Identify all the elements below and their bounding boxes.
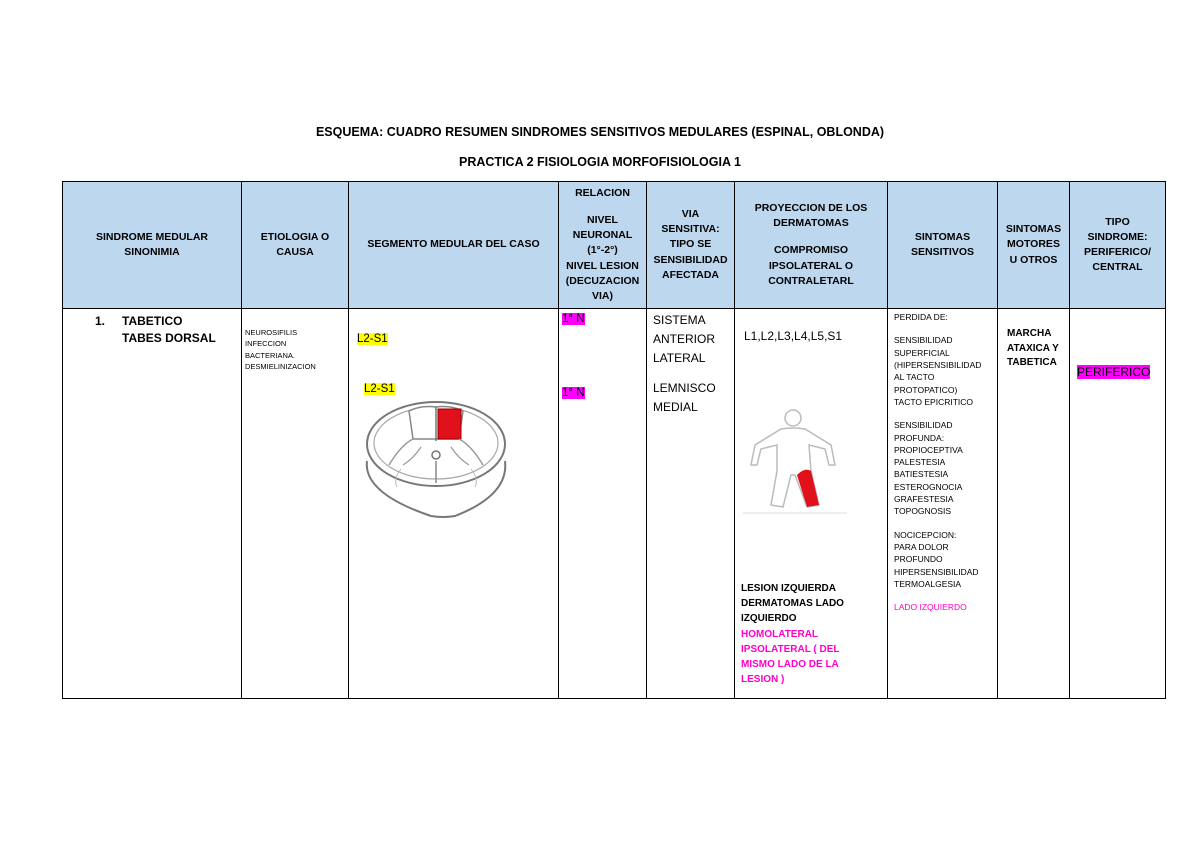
- text-line: BATIESTESIA: [894, 469, 949, 480]
- via-lemniscus: [650, 369, 731, 417]
- text-line: VIA: [681, 207, 700, 220]
- text-line: LATERAL: [653, 351, 706, 366]
- text-line: HOMOLATERAL: [741, 629, 819, 640]
- text-line: ETIOLOGIA O: [260, 230, 330, 243]
- text-line: SENSIBILIDAD: [894, 335, 953, 346]
- cell-neuronal-relation: [559, 309, 647, 699]
- text-line: SEGMENTO MEDULAR DEL CASO: [367, 238, 540, 251]
- text-line: DERMATOMAS LADO: [741, 598, 844, 609]
- cell-syndrome-type: [1070, 309, 1166, 699]
- via-anterolateral: [650, 311, 731, 369]
- syndrome-name: [122, 313, 216, 348]
- neuron-level-2: 1° N: [562, 387, 585, 399]
- text-line: U OTROS: [1009, 253, 1058, 266]
- symptoms-loss: [894, 311, 994, 323]
- text-line: LEMNISCO: [653, 380, 716, 395]
- symptoms-side: LADO IZQUIERDO: [894, 602, 967, 613]
- symptoms-nociception: [894, 529, 994, 591]
- text-line: (HIPERSENSIBILIDAD: [894, 359, 982, 370]
- text-line: SISTEMA: [653, 313, 706, 327]
- text-line: LESION ): [741, 674, 785, 685]
- text-line: AL TACTO: [894, 372, 935, 383]
- text-line: NEURONAL: [572, 229, 633, 242]
- text-line: NEUROSIFILIS: [245, 328, 298, 337]
- text-line: SENSIBILIDAD: [894, 420, 953, 431]
- spinal-cord-diagram: [361, 399, 511, 519]
- header-syndrome: [63, 182, 242, 309]
- syndrome-table: [62, 181, 1166, 699]
- header-motor-symptoms: [998, 182, 1070, 309]
- text-line: TABETICO: [122, 314, 183, 328]
- header-sensitive-symptoms: [888, 182, 998, 309]
- text-line: CONTRALETARL: [768, 274, 854, 287]
- text-line: PROFUNDO: [894, 554, 943, 565]
- segment-label-2: L2-S1: [364, 383, 395, 395]
- text-line: IPSOLATERAL O: [768, 259, 854, 272]
- text-line: TIPO: [1105, 215, 1130, 228]
- header-row: [63, 182, 1166, 309]
- text-line: ANTERIOR: [653, 332, 716, 347]
- text-line: SINDROME:: [1087, 230, 1148, 243]
- text-line: TACTO EPICRITICO: [894, 396, 974, 407]
- text-line: VIA): [592, 290, 613, 303]
- text-line: SINONIMIA: [124, 246, 180, 258]
- header-neuronal-relation: [559, 182, 647, 309]
- text-line: PERDIDA DE:: [894, 312, 948, 322]
- text-line: MARCHA: [1007, 328, 1052, 339]
- text-line: IPSOLATERAL ( DEL: [741, 644, 840, 655]
- text-line: SINTOMAS: [914, 230, 971, 243]
- text-line: PALESTESIA: [894, 457, 946, 468]
- lesion-side-note: [741, 627, 840, 687]
- syndrome-type: PERIFERICO: [1077, 365, 1151, 379]
- text-line: NOCICEPCION:: [894, 529, 957, 540]
- text-line: PROYECCION DE LOS: [754, 201, 868, 214]
- text-line: SUPERFICIAL: [894, 347, 950, 358]
- cell-syndrome-name: [63, 309, 242, 699]
- text-line: LESION IZQUIERDA: [741, 583, 837, 594]
- dermatomes-list: L1,L2,L3,L4,L5,S1: [744, 329, 843, 343]
- cell-motor-symptoms: [998, 309, 1070, 699]
- text-line: TIPO SE: [669, 238, 712, 251]
- document-title: ESQUEMA: CUADRO RESUMEN SINDROMES SENSITIVOS MEDULARES (ESPINAL, OBLONDA): [315, 125, 885, 139]
- text-line: PARA DOLOR: [894, 542, 949, 552]
- header-syndrome-type: [1070, 182, 1166, 309]
- text-line: ESTEROGNOCIA: [894, 481, 963, 492]
- text-line: PROFUNDA:: [894, 432, 945, 443]
- cell-segment: [349, 309, 559, 699]
- text-line: TABES DORSAL: [122, 331, 216, 346]
- text-line: (1°-2°): [587, 244, 618, 257]
- text-line: GRAFESTESIA: [894, 494, 954, 505]
- document-subtitle: PRACTICA 2 FISIOLOGIA MORFOFISIOLOGIA 1: [459, 155, 741, 169]
- text-line: ATAXICA Y: [1007, 342, 1059, 354]
- row-number: 1.: [95, 314, 106, 328]
- text-line: (DECUZACION: [565, 274, 640, 287]
- header-sensitive-via: [647, 182, 735, 309]
- body-figure: [739, 405, 849, 515]
- text-line: HIPERSENSIBILIDAD: [894, 566, 979, 577]
- text-line: PROPIOCEPTIVA: [894, 444, 963, 455]
- cell-sensitive-via: [647, 309, 735, 699]
- header-dermatomes: [735, 182, 888, 309]
- text-line: NIVEL LESION: [566, 259, 639, 272]
- header-etiology: [242, 182, 349, 309]
- text-line: SENSIBILIDAD: [653, 253, 728, 266]
- cell-etiology: [242, 309, 349, 699]
- symptoms-deep: [894, 419, 994, 518]
- text-line: SENSITIVA:: [661, 223, 720, 236]
- text-line: RELACION: [575, 186, 630, 199]
- segment-label-1: L2-S1: [357, 333, 388, 345]
- lesion-description: [741, 581, 844, 626]
- text-line: AFECTADA: [662, 268, 719, 281]
- text-line: SENSITIVOS: [910, 246, 974, 258]
- text-line: PROTOPATICO): [894, 384, 958, 395]
- text-line: MISMO LADO DE LA: [741, 659, 839, 670]
- text-line: TOPOGNOSIS: [894, 506, 951, 517]
- text-line: IZQUIERDO: [741, 613, 797, 624]
- text-line: MEDIAL: [653, 399, 698, 414]
- cell-sensitive-symptoms: [888, 309, 998, 699]
- text-line: DERMATOMAS: [773, 217, 849, 230]
- neuron-level-1: 1° N: [562, 313, 585, 325]
- text-line: COMPROMISO: [773, 244, 849, 257]
- table-row: [63, 309, 1166, 699]
- motor-symptoms: [1001, 311, 1066, 371]
- text-line: PERIFERICO/: [1083, 246, 1152, 258]
- cell-dermatomes: [735, 309, 888, 699]
- text-line: CAUSA: [276, 246, 314, 258]
- text-line: MOTORES: [1007, 238, 1060, 251]
- text-line: CENTRAL: [1092, 261, 1143, 274]
- etiology-text: [245, 311, 345, 372]
- text-line: NIVEL: [587, 213, 618, 226]
- text-line: TABETICA: [1007, 357, 1057, 368]
- header-segment: [349, 182, 559, 309]
- text-line: SINDROME MEDULAR: [96, 230, 208, 243]
- text-line: BACTERIANA.: [245, 350, 296, 360]
- text-line: SINTOMAS: [1005, 223, 1062, 236]
- symptoms-superficial: [894, 334, 994, 408]
- text-line: INFECCION: [245, 339, 287, 349]
- text-line: DESMIELINIZACION: [245, 361, 316, 371]
- text-line: TERMOALGESIA: [894, 578, 962, 589]
